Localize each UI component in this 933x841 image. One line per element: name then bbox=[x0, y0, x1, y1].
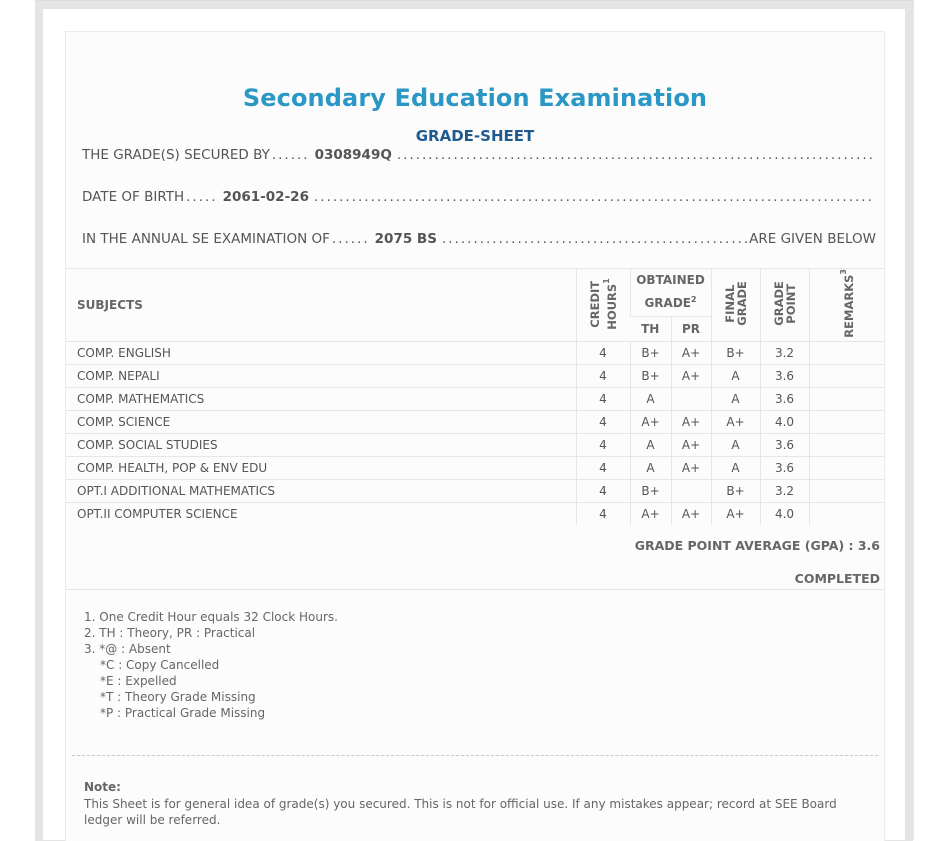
final-grade-cell: B+ bbox=[711, 341, 760, 364]
credit-hours-cell: 4 bbox=[576, 387, 630, 410]
table-row bbox=[66, 479, 884, 502]
footnote: 2. TH : Theory, PR : Practical bbox=[84, 626, 256, 640]
grade-point-cell: 4.0 bbox=[760, 410, 809, 433]
credit-hours-cell: 4 bbox=[576, 502, 630, 525]
final-grade-cell: A+ bbox=[711, 410, 760, 433]
header-th: TH bbox=[630, 316, 671, 341]
header-remarks: REMARKS$^3$ bbox=[809, 269, 884, 342]
practical-grade-cell: A+ bbox=[671, 456, 711, 479]
exam-suffix: ARE GIVEN BELOW bbox=[749, 231, 876, 247]
theory-grade-cell: B+ bbox=[630, 341, 671, 364]
exam-year: 2075 BS bbox=[374, 231, 437, 247]
footnote-code: *C : Copy Cancelled bbox=[100, 658, 220, 672]
grade-sheet bbox=[65, 31, 885, 841]
dob-label: DATE OF BIRTH bbox=[82, 189, 185, 205]
symbol-number: 0308949Q bbox=[314, 147, 392, 163]
note-text: This Sheet is for general idea of grade(s) you secured. This is not for official use. If any mistakes appear; record at SEE Board ledger will be referred. bbox=[84, 797, 837, 827]
theory-grade-cell: A bbox=[630, 387, 671, 410]
dob-value: 2061-02-26 bbox=[222, 189, 309, 205]
result-status: COMPLETED bbox=[794, 571, 880, 586]
leader-dots bbox=[442, 231, 747, 247]
gpa-summary: GRADE POINT AVERAGE (GPA) : 3.6 bbox=[634, 538, 880, 553]
practical-grade-cell: A+ bbox=[671, 410, 711, 433]
footnote: 1. One Credit Hour equals 32 Clock Hours. bbox=[84, 610, 338, 624]
remarks-cell bbox=[809, 456, 884, 479]
footnote-code: *P : Practical Grade Missing bbox=[100, 706, 266, 720]
footnote-code: *T : Theory Grade Missing bbox=[100, 690, 256, 704]
practical-grade-cell: A+ bbox=[671, 502, 711, 525]
table-row bbox=[66, 364, 884, 387]
table-row bbox=[66, 387, 884, 410]
grade-point-cell: 3.2 bbox=[760, 479, 809, 502]
subject-cell: COMP. HEALTH, POP & ENV EDU bbox=[66, 456, 576, 479]
remarks-cell bbox=[809, 341, 884, 364]
grade-point-cell: 3.6 bbox=[760, 364, 809, 387]
subject-cell: OPT.II COMPUTER SCIENCE bbox=[66, 502, 576, 525]
exam-line: IN THE ANNUAL SE EXAMINATION OF ...... 2075 BS ..... ARE GIVEN BELOW bbox=[82, 229, 876, 249]
practical-grade-cell: A+ bbox=[671, 364, 711, 387]
practical-grade-cell bbox=[671, 479, 711, 502]
remarks-cell bbox=[809, 479, 884, 502]
grade-point-cell: 3.2 bbox=[760, 341, 809, 364]
practical-grade-cell bbox=[671, 387, 711, 410]
header-subjects: SUBJECTS bbox=[66, 269, 576, 342]
grade-point-cell: 3.6 bbox=[760, 387, 809, 410]
remarks-cell bbox=[809, 502, 884, 525]
header-obtained-grade: OBTAINED GRADE$^2$ bbox=[630, 269, 711, 317]
practical-grade-cell: A+ bbox=[671, 433, 711, 456]
scroll-gutter bbox=[913, 0, 933, 840]
dob-line: DATE OF BIRTH ..... 2061-02-26 ..... bbox=[82, 187, 876, 207]
sheet-subtitle: GRADE-SHEET bbox=[415, 127, 535, 145]
note-title: Note: bbox=[84, 780, 121, 794]
secured-by-line: THE GRADE(S) SECURED BY ...... 0308949Q ..... bbox=[82, 145, 876, 165]
footnotes bbox=[84, 609, 338, 721]
theory-grade-cell: B+ bbox=[630, 364, 671, 387]
exam-title: Secondary Education Examination bbox=[242, 84, 708, 112]
remarks-cell bbox=[809, 364, 884, 387]
final-grade-cell: A+ bbox=[711, 502, 760, 525]
table-row bbox=[66, 502, 884, 525]
table-row bbox=[66, 433, 884, 456]
theory-grade-cell: A bbox=[630, 433, 671, 456]
theory-grade-cell: A+ bbox=[630, 410, 671, 433]
credit-hours-cell: 4 bbox=[576, 341, 630, 364]
final-grade-cell: A bbox=[711, 364, 760, 387]
final-grade-cell: A bbox=[711, 433, 760, 456]
subject-cell: COMP. SCIENCE bbox=[66, 410, 576, 433]
grade-point-cell: 4.0 bbox=[760, 502, 809, 525]
dashed-divider bbox=[72, 755, 878, 756]
grades-table bbox=[66, 268, 884, 525]
credit-hours-cell: 4 bbox=[576, 456, 630, 479]
table-row bbox=[66, 456, 884, 479]
secured-by-label: THE GRADE(S) SECURED BY bbox=[82, 147, 270, 163]
header-credit-hours: CREDIT HOURS$^1$ bbox=[576, 269, 630, 342]
subject-cell: COMP. ENGLISH bbox=[66, 341, 576, 364]
exam-label: IN THE ANNUAL SE EXAMINATION OF bbox=[82, 231, 330, 247]
header-pr: PR bbox=[671, 316, 711, 341]
remarks-cell bbox=[809, 433, 884, 456]
final-grade-cell: A bbox=[711, 387, 760, 410]
footnote: 3. *@ : Absent bbox=[84, 642, 171, 656]
header-grade-point: GRADE POINT bbox=[760, 269, 809, 342]
subject-cell: OPT.I ADDITIONAL MATHEMATICS bbox=[66, 479, 576, 502]
grade-point-cell: 3.6 bbox=[760, 433, 809, 456]
theory-grade-cell: B+ bbox=[630, 479, 671, 502]
credit-hours-cell: 4 bbox=[576, 364, 630, 387]
credit-hours-cell: 4 bbox=[576, 410, 630, 433]
theory-grade-cell: A bbox=[630, 456, 671, 479]
table-row bbox=[66, 341, 884, 364]
page-margin-left bbox=[0, 0, 35, 840]
header-final-grade: FINAL GRADE bbox=[711, 269, 760, 342]
grade-point-cell: 3.6 bbox=[760, 456, 809, 479]
final-grade-cell: A bbox=[711, 456, 760, 479]
table-row bbox=[66, 410, 884, 433]
credit-hours-cell: 4 bbox=[576, 479, 630, 502]
remarks-cell bbox=[809, 387, 884, 410]
subject-cell: COMP. NEPALI bbox=[66, 364, 576, 387]
remarks-cell bbox=[809, 410, 884, 433]
leader-dots bbox=[314, 189, 874, 205]
credit-hours-cell: 4 bbox=[576, 433, 630, 456]
theory-grade-cell: A+ bbox=[630, 502, 671, 525]
subject-cell: COMP. SOCIAL STUDIES bbox=[66, 433, 576, 456]
leader-dots bbox=[397, 147, 874, 163]
final-grade-cell: B+ bbox=[711, 479, 760, 502]
subject-cell: COMP. MATHEMATICS bbox=[66, 387, 576, 410]
footnote-code: *E : Expelled bbox=[100, 674, 177, 688]
divider bbox=[66, 589, 884, 590]
practical-grade-cell: A+ bbox=[671, 341, 711, 364]
